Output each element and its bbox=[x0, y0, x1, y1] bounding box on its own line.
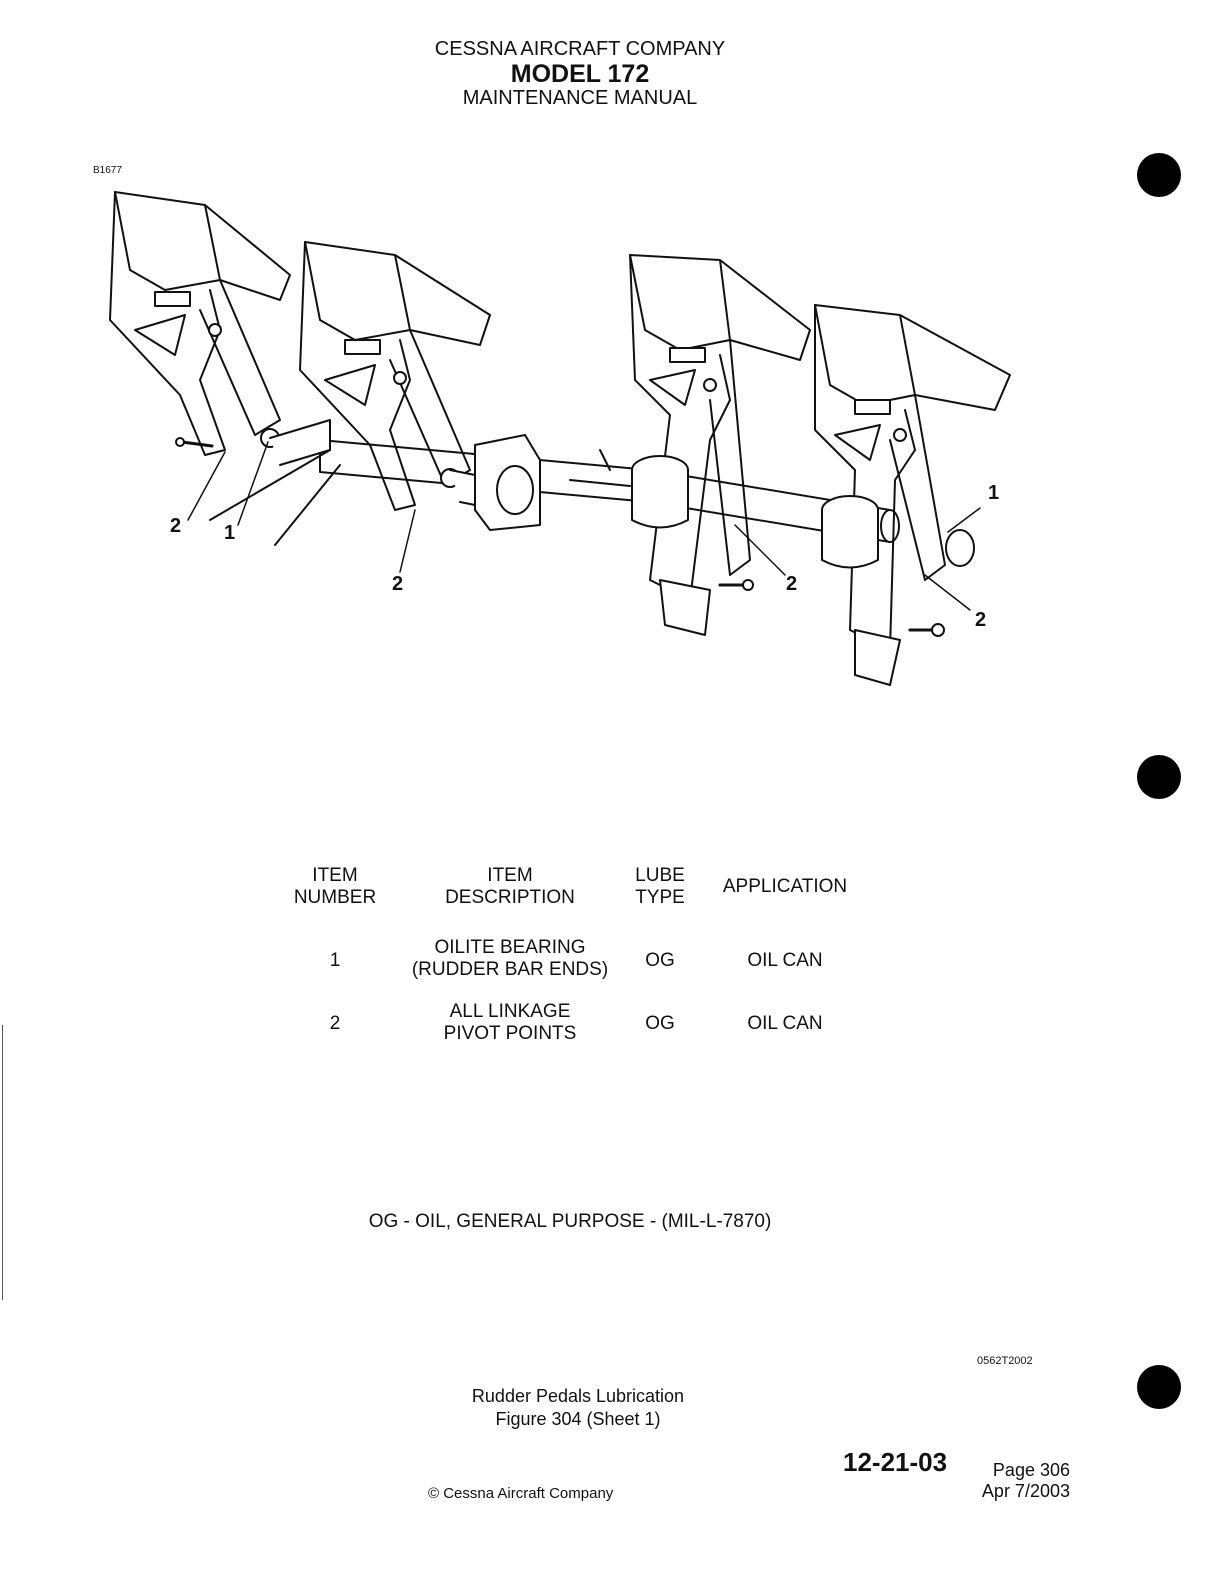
binder-hole-top bbox=[1137, 153, 1181, 197]
pedal-1 bbox=[110, 192, 330, 465]
callout-1: 1 bbox=[224, 522, 236, 544]
header-item-number: ITEM NUMBER bbox=[293, 865, 377, 908]
figure-caption-number: Figure 304 (Sheet 1) bbox=[495, 1409, 661, 1429]
rudder-pedal-illustration bbox=[90, 180, 1030, 700]
table-row-number: 1 bbox=[329, 950, 341, 971]
callout-2: 2 bbox=[170, 515, 182, 537]
callout-2: 2 bbox=[392, 573, 404, 595]
figure-code: B1677 bbox=[93, 165, 122, 176]
table-row-application: OIL CAN bbox=[747, 1013, 823, 1034]
company-name: CESSNA AIRCRAFT COMPANY bbox=[434, 38, 726, 60]
binder-hole-middle bbox=[1137, 755, 1181, 799]
callout-1: 1 bbox=[988, 482, 1000, 504]
section-number: 12-21-03 bbox=[843, 1447, 948, 1477]
drawing-number: 0562T2002 bbox=[977, 1355, 1033, 1367]
table-row-lube: OG bbox=[645, 950, 675, 971]
header-application: APPLICATION bbox=[722, 876, 848, 897]
scan-edge-line bbox=[2, 1025, 3, 1300]
table-row-description: OILITE BEARING (RUDDER BAR ENDS) bbox=[411, 937, 609, 980]
page-date: Apr 7/2003 bbox=[981, 1481, 1070, 1501]
table-row-lube: OG bbox=[645, 1013, 675, 1034]
header-lube-type: LUBE TYPE bbox=[635, 865, 685, 908]
manual-title: MAINTENANCE MANUAL bbox=[462, 87, 698, 109]
figure-caption-title: Rudder Pedals Lubrication bbox=[471, 1386, 685, 1406]
header-item-description: ITEM DESCRIPTION bbox=[445, 865, 575, 908]
model-title: MODEL 172 bbox=[510, 60, 650, 88]
table-row-number: 2 bbox=[329, 1013, 341, 1034]
table-row-description: ALL LINKAGE PIVOT POINTS bbox=[443, 1001, 577, 1044]
torque-tube bbox=[320, 440, 899, 542]
page-number: Page 306 bbox=[992, 1460, 1070, 1480]
table-row-application: OIL CAN bbox=[747, 950, 823, 971]
pedal-3 bbox=[630, 255, 810, 635]
callout-2: 2 bbox=[786, 573, 798, 595]
callout-2: 2 bbox=[975, 609, 987, 631]
lube-note: OG - OIL, GENERAL PURPOSE - (MIL-L-7870) bbox=[368, 1211, 772, 1232]
copyright: © Cessna Aircraft Company bbox=[428, 1485, 614, 1502]
